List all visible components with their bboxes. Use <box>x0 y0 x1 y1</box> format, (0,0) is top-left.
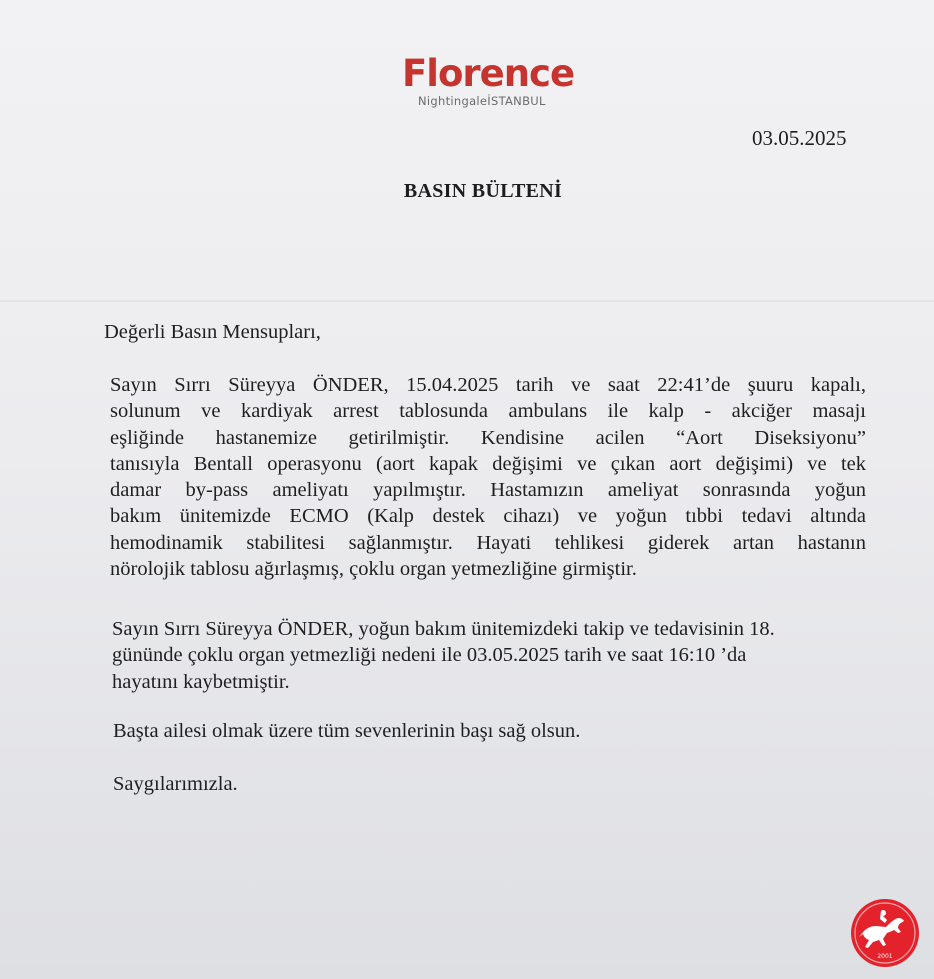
paragraph-line: solunum ve kardiyak arrest tablosunda ambulans ile kalp - akciğer masajı <box>110 400 866 423</box>
paragraph-line: Sayın Sırrı Süreyya ÖNDER, yoğun bakım ünitemizdeki takip ve tedavisinin 18. <box>112 618 775 640</box>
paper-fold-line <box>0 300 934 302</box>
document-title: BASIN BÜLTENİ <box>403 180 563 202</box>
paragraph-1 <box>110 372 866 582</box>
condolence-line: Başta ailesi olmak üzere tüm sevenlerinin başı sağ olsun. <box>113 720 581 742</box>
paragraph-line: eşliğinde hastanemize getirilmiştir. Kendisine acilen “Aort Diseksiyonu” <box>110 426 866 449</box>
salutation: Değerli Basın Mensupları, <box>104 321 321 343</box>
paragraph-2 <box>112 616 856 695</box>
document-date: 03.05.2025 <box>752 126 847 150</box>
logo-wordmark: Florence <box>402 52 575 95</box>
paragraph-line: tanısıyla Bentall operasyonu (aort kapak değişimi ve çıkan aort değişimi) ve tek <box>110 452 866 475</box>
paragraph-line: hayatını kaybetmiştir. <box>112 670 290 693</box>
watermark-year: 2001 <box>877 953 893 960</box>
paragraph-line: gününde çoklu organ yetmezliği nedeni ile 03.05.2025 tarih ve saat 16:10 ’da <box>112 644 747 667</box>
paragraph-line: damar by-pass ameliyatı yapılmıştır. Hastamızın ameliyat sonrasında yoğun <box>110 479 866 502</box>
florence-logo <box>392 50 582 120</box>
paragraph-line: Sayın Sırrı Süreyya ÖNDER, 15.04.2025 tarih ve saat 22:41’de şuuru kapalı, <box>110 374 866 396</box>
paragraph-line: hemodinamik stabilitesi sağlanmıştır. Hayati tehlikesi giderek artan hastanın <box>110 531 866 554</box>
horse-rider-icon <box>850 898 920 968</box>
paragraph-line: nörolojik tablosu ağırlaşmış, çoklu organ yetmezliğine girmiştir. <box>110 558 637 581</box>
closing-line: Saygılarımızla. <box>113 773 238 795</box>
paragraph-line: bakım ünitemizde ECMO (Kalp destek cihazı) ve yoğun tıbbi tedavi altında <box>110 505 866 528</box>
logo-subtitle: NightingaleİSTANBUL <box>418 94 546 108</box>
